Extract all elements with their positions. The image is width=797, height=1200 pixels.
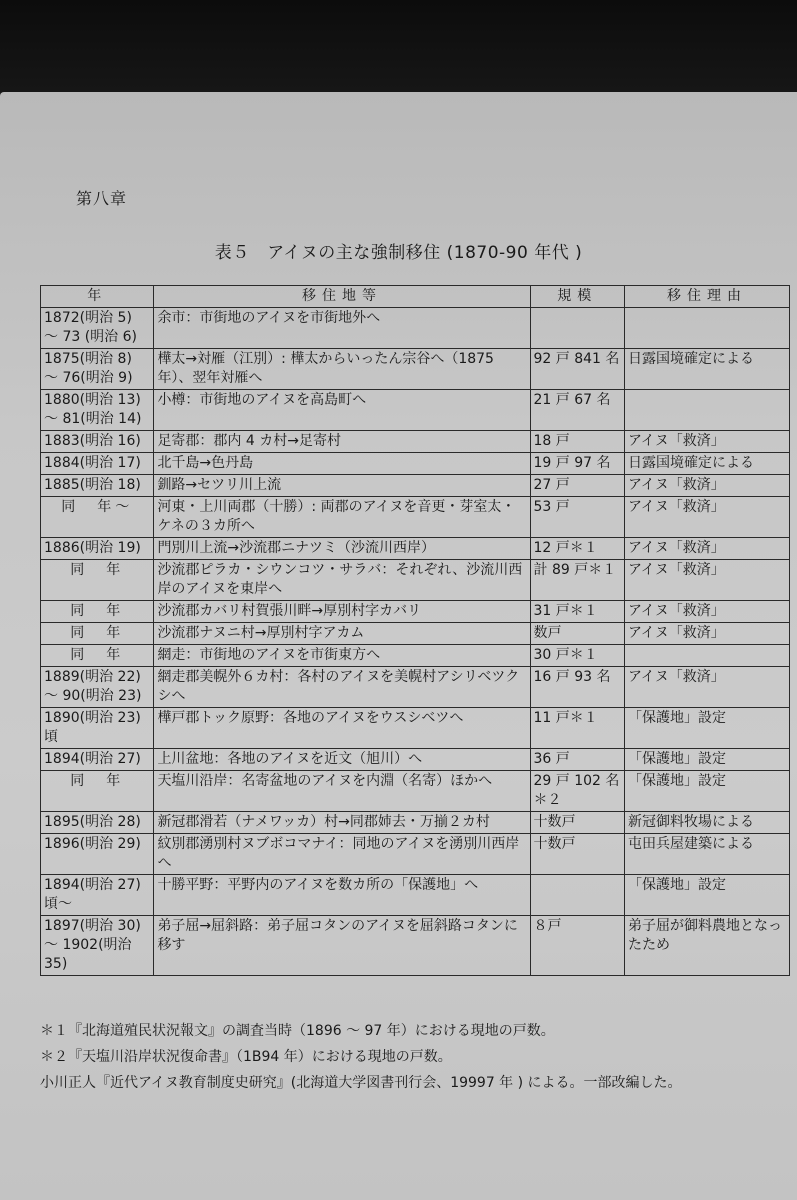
chapter-heading: 第八章 xyxy=(76,189,128,208)
table-row xyxy=(41,708,790,749)
row-year: 1883(明治 16) xyxy=(41,431,154,453)
row-reason: アイヌ「救済」 xyxy=(625,601,790,623)
row-scale: ８戸 xyxy=(530,916,625,976)
row-place: 北千島→色丹島 xyxy=(154,453,530,475)
row-reason: 弟子屈が御料農地となったため xyxy=(625,916,790,976)
table-row xyxy=(41,749,790,771)
row-place: 天塩川沿岸：名寄盆地のアイヌを内淵（名寄）ほかへ xyxy=(154,771,530,812)
row-year: 同 年～ xyxy=(41,497,154,538)
header-year: 年 xyxy=(41,286,154,308)
row-reason: アイヌ「救済」 xyxy=(625,667,790,708)
table-row xyxy=(41,916,790,976)
row-year: 同 年 xyxy=(41,601,154,623)
row-reason: 日露国境確定による xyxy=(625,453,790,475)
row-reason: 屯田兵屋建築による xyxy=(625,834,790,875)
row-place: 弟子屈→屈斜路：弟子屈コタンのアイヌを屈斜路コタンに移す xyxy=(154,916,530,976)
header-reason: 移住理由 xyxy=(625,286,790,308)
table-row xyxy=(41,834,790,875)
table-row xyxy=(41,308,790,349)
row-place: 釧路→セツリ川上流 xyxy=(154,475,530,497)
row-scale: 21 戸 67 名 xyxy=(530,390,625,431)
row-scale: 十数戸 xyxy=(530,834,625,875)
row-place: 小樽：市街地のアイヌを高島町へ xyxy=(154,390,530,431)
row-year: 同 年 xyxy=(41,771,154,812)
row-scale: 30 戸＊１ xyxy=(530,645,625,667)
row-year: 1880(明治 13) ～ 81(明治 14) xyxy=(41,390,154,431)
row-year: 1890(明治 23) 頃 xyxy=(41,708,154,749)
row-place: 門別川上流→沙流郡ニナツミ（沙流川西岸） xyxy=(154,538,530,560)
table-row xyxy=(41,623,790,645)
table-row xyxy=(41,560,790,601)
row-reason: アイヌ「救済」 xyxy=(625,538,790,560)
footnotes xyxy=(40,1018,790,1096)
header-scale: 規模 xyxy=(530,286,625,308)
row-year: 1896(明治 29) xyxy=(41,834,154,875)
row-place: 足寄郡：郡内 4 カ村→足寄村 xyxy=(154,431,530,453)
dark-background-top xyxy=(0,0,797,92)
row-reason: アイヌ「救済」 xyxy=(625,497,790,538)
row-year: 1872(明治 5) ～ 73 (明治 6) xyxy=(41,308,154,349)
row-reason: 「保護地」設定 xyxy=(625,875,790,916)
row-reason xyxy=(625,308,790,349)
row-place: 上川盆地：各地のアイヌを近文（旭川）へ xyxy=(154,749,530,771)
header-place: 移住地等 xyxy=(154,286,530,308)
row-scale xyxy=(530,875,625,916)
table-row xyxy=(41,453,790,475)
table-row xyxy=(41,601,790,623)
table-row xyxy=(41,667,790,708)
row-year: 1894(明治 27) 頃～ xyxy=(41,875,154,916)
table-row xyxy=(41,349,790,390)
row-reason: 「保護地」設定 xyxy=(625,708,790,749)
row-reason xyxy=(625,645,790,667)
table-row xyxy=(41,812,790,834)
row-scale: 92 戸 841 名 xyxy=(530,349,625,390)
row-reason: アイヌ「救済」 xyxy=(625,431,790,453)
row-year: 1886(明治 19) xyxy=(41,538,154,560)
row-reason: 日露国境確定による xyxy=(625,349,790,390)
footnote-2: ＊２『天塩川沿岸状況復命書』（1B94 年）における現地の戸数。 xyxy=(40,1049,452,1065)
row-place: 新冠郡滑若（ナメワッカ）村→同郡姉去・万揃２カ村 xyxy=(154,812,530,834)
row-scale xyxy=(530,308,625,349)
row-scale: 18 戸 xyxy=(530,431,625,453)
table-row xyxy=(41,875,790,916)
table-header-row xyxy=(41,286,790,308)
table-row xyxy=(41,390,790,431)
row-scale: 53 戸 xyxy=(530,497,625,538)
row-year: 1884(明治 17) xyxy=(41,453,154,475)
row-reason: 「保護地」設定 xyxy=(625,749,790,771)
row-scale: 27 戸 xyxy=(530,475,625,497)
row-scale: 19 戸 97 名 xyxy=(530,453,625,475)
row-scale: 36 戸 xyxy=(530,749,625,771)
row-year: 1875(明治 8) ～ 76(明治 9) xyxy=(41,349,154,390)
row-reason xyxy=(625,390,790,431)
row-year: 1889(明治 22) ～ 90(明治 23) xyxy=(41,667,154,708)
row-scale: 16 戸 93 名 xyxy=(530,667,625,708)
row-scale: 12 戸＊１ xyxy=(530,538,625,560)
row-year: 1897(明治 30) ～ 1902(明治 35) xyxy=(41,916,154,976)
row-place: 網走郡美幌外６カ村：各村のアイヌを美幌村アシリベツクシへ xyxy=(154,667,530,708)
row-place: 河東・上川両郡（十勝）: 両郡のアイヌを音更・芽室太・ケネの３カ所へ xyxy=(154,497,530,538)
row-scale: 数戸 xyxy=(530,623,625,645)
table-row xyxy=(41,497,790,538)
source-note: 小川正人『近代アイヌ教育制度史研究』(北海道大学図書刊行会、19997 年 ) による。一部改編した。 xyxy=(40,1075,682,1091)
row-year: 1894(明治 27) xyxy=(41,749,154,771)
row-place: 余市：市街地のアイヌを市街地外へ xyxy=(154,308,530,349)
row-scale: 11 戸＊１ xyxy=(530,708,625,749)
row-scale: 十数戸 xyxy=(530,812,625,834)
migration-table xyxy=(40,285,790,976)
row-scale: 29 戸 102 名＊２ xyxy=(530,771,625,812)
row-scale: 計 89 戸＊１ xyxy=(530,560,625,601)
table-body xyxy=(41,308,790,976)
row-year: 1885(明治 18) xyxy=(41,475,154,497)
footnote-1: ＊１『北海道殖民状況報文』の調査当時（1896 ～ 97 年）における現地の戸数。 xyxy=(40,1023,555,1039)
row-place: 網走：市街地のアイヌを市街東方へ xyxy=(154,645,530,667)
row-place: 沙流郡ピラカ・シウンコツ・サラバ：それぞれ、沙流川西岸のアイヌを東岸へ xyxy=(154,560,530,601)
row-year: 同 年 xyxy=(41,560,154,601)
row-reason: アイヌ「救済」 xyxy=(625,623,790,645)
row-year: 1895(明治 28) xyxy=(41,812,154,834)
row-place: 樺戸郡トック原野：各地のアイヌをウスシベツへ xyxy=(154,708,530,749)
row-year: 同 年 xyxy=(41,645,154,667)
row-place: 沙流郡ナヌニ村→厚別村字アカム xyxy=(154,623,530,645)
table-row xyxy=(41,645,790,667)
row-place: 沙流郡カバリ村賀張川畔→厚別村字カバリ xyxy=(154,601,530,623)
row-year: 同 年 xyxy=(41,623,154,645)
row-reason: アイヌ「救済」 xyxy=(625,560,790,601)
table-row xyxy=(41,431,790,453)
row-place: 十勝平野：平野内のアイヌを数カ所の「保護地」へ xyxy=(154,875,530,916)
row-reason: アイヌ「救済」 xyxy=(625,475,790,497)
row-place: 樺太→対雁（江別）: 樺太からいったん宗谷へ（1875年）、翌年対雁へ xyxy=(154,349,530,390)
table-row xyxy=(41,538,790,560)
row-scale: 31 戸＊１ xyxy=(530,601,625,623)
row-reason: 「保護地」設定 xyxy=(625,771,790,812)
table-title: 表５ アイヌの主な強制移住 (1870-90 年代 ) xyxy=(214,243,583,263)
table-row xyxy=(41,771,790,812)
table-row xyxy=(41,475,790,497)
row-reason: 新冠御料牧場による xyxy=(625,812,790,834)
row-place: 紋別郡湧別村ヌブボコマナイ：同地のアイヌを湧別川西岸へ xyxy=(154,834,530,875)
